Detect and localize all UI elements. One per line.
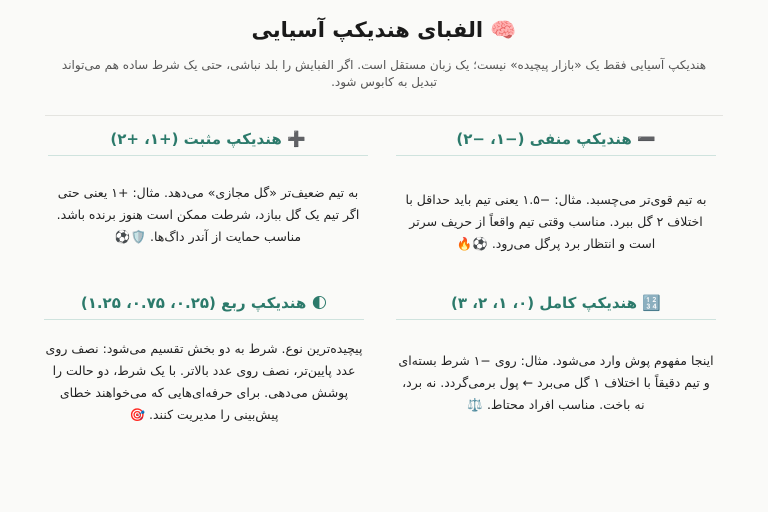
card-body: اینجا مفهوم پوش وارد می‌شود. مثال: روی −۱ شرط بسته‌ای و تیم دقیقاً با اختلاف ۱ گل می‌برد ← پول برمی‌گردد. نه برد، نه باخت. مناسب افراد محتاط. ⚖️: [398, 353, 714, 412]
card-title: 🔢 هندیکپ کامل (۰، ۱، ۲، ۳): [396, 294, 716, 320]
card-body: به تیم قوی‌تر می‌چسبد. مثال: −۱.۵ یعنی تیم باید حداقل با اختلاف ۲ گل ببرد. مناسب وقتی تیم واقعاً از حریف سرتر است و انتظار برد پرگل می‌رود. ⚽🔥: [405, 192, 707, 251]
card-positive-handicap: [48, 130, 368, 244]
card-negative-handicap: [396, 130, 716, 251]
header-divider: [45, 115, 723, 116]
card-title: ➖ هندیکپ منفی (−۱، −۲): [396, 130, 716, 156]
page-title: 🧠 الفبای هندیکپ آسیایی: [251, 18, 517, 42]
card-title: ➕ هندیکپ مثبت (+۱، +۲): [48, 130, 368, 156]
card-quarter-handicap: [44, 294, 364, 422]
page-subtitle: هندیکپ آسیایی فقط یک «بازار پیچیده» نیست؛ یک زبان مستقل است. اگر الفبایش را بلد نباشی، حتی یک شرط ساده هم می‌تواند تبدیل به کابوس شود.: [61, 58, 707, 89]
card-title: 🌓 هندیکپ ربع (۰.۲۵، ۰.۷۵، ۱.۲۵): [44, 294, 364, 320]
card-body: به تیم ضعیف‌تر «گل مجازی» می‌دهد. مثال: +۱ یعنی حتی اگر تیم یک گل ببازد، شرطت ممکن است هنوز برنده باشد. مناسب حمایت از آندر داگ‌ها. 🛡️⚽: [56, 185, 360, 244]
card-whole-handicap: [396, 294, 716, 412]
card-body: پیچیده‌ترین نوع. شرط به دو بخش تقسیم می‌شود: نصف روی عدد پایین‌تر، نصف روی عدد بالاتر. با یک شرط، دو حالت را پوشش می‌دهی. برای حرفه‌ای‌هایی که می‌خواهند خطای پیش‌بینی را مدیریت کنند. 🎯: [45, 341, 363, 422]
